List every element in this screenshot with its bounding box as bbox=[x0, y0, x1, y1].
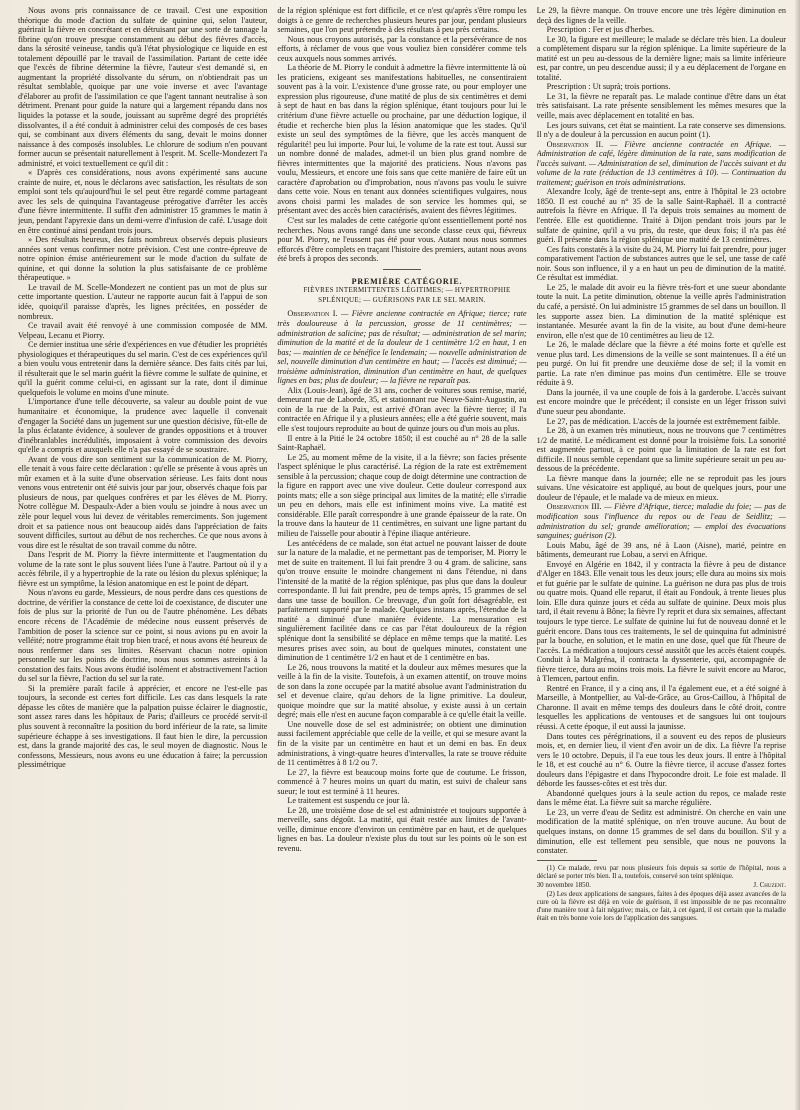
paragraph: Le 25, au moment même de la visite, il a la fièvre; son facies présente l'aspect splénique le plus caractérisé. La région de la rate est extrêmement sensible à la percussion; chaque coup de doigt détermine une contraction de la figure en rapport avec une vive douleur. Cette douleur correspond aux points mats; elle a son siège principal aux limites de la matité; elle s'irradie un peu en dehors, mais elle est infiniment moins vive. La matité est considérable. Elle paraît correspondre à une grande épaisseur de la rate. On la trouve dans la hauteur de 11 centimètres, en suivant une ligne partant du milieu de l'aisselle pour aboutir à l'épine iliaque antérieure. bbox=[277, 452, 527, 538]
paragraph: Prescription : Ut suprà; trois portions. bbox=[546, 82, 671, 92]
paragraph: Avant de vous dire son sentiment sur la communication de M. Piorry, elle tenait à vous faire cette déclaration : qu'elle se présente à vous après un mûr examen et à la suite d'une observation sérieuse. Les faits dont nous venons vous entretenir ont été suivis jour par jour, observés chaque fois par plusieurs de nous, par quelques confrères et par les élèves de M. Piorry. Notre collègue M. Despaulx-Ader a bien voulu se joindre à nous avec un zèle pour lequel vous lui devez de véritables remerciments. Son jugement droit et sa patience nous ont beaucoup aidés dans l'appréciation de faits souvent difficiles, surtout au début de nos recherches. Ce que nous avons à vous dire est le résultat de son travail comme du nôtre. bbox=[18, 454, 268, 550]
observation-summary bbox=[537, 502, 786, 540]
paragraph: Dans toutes ces pérégrinations, il a souvent eu des repos de plusieurs mois, et, en dernier lieu, il vient d'en avoir un de dix. La fièvre l'a reprise vers le 10 octobre. Depuis, il l'a eue tous les deux jours. Il entre à l'hôpital le 18, et est couché au n° 6. Outre la fièvre tierce, il accuse d'assez fortes douleurs dans l'épigastre et dans l'hypocondre droit. Le foie est malade. Il déborde les fausses-côtes et est très dur. bbox=[536, 731, 786, 789]
section-rule bbox=[383, 269, 421, 270]
section-subheading: FIÈVRES INTERMITTENTES LÉGITIMES; — HYPERTROPHIE SPLÉNIQUE; — GUÉRISONS PAR LE SEL MARIN. bbox=[303, 286, 511, 304]
paragraph: Envoyé en Algérie en 1842, il y contracta la fièvre à peu de distance d'Alger en 1843. Elle venait tous les deux jours; elle dura au moins six mois et fut guérie par le sulfate de quinine. La guérison ne dura pas plus de trois ou quatre mois. Quand elle reparut, il était au Fondouk, à trente lieues plus loin. Elle dura quinze jours et céda au sulfate de quinine. Deux mois plus tard, il était revenu à Bône; la fièvre l'y reprit et dura six semaines, affectant toujours le type tierce. Le sulfate de quinine lui fut de nouveau donné et le guérit encore. Dans tous ces traitements, le sel de quinquina fut administré par la bouche, en solution, et le matin en une dose, quel que fût l'heure de l'accès. La médication a toujours cessé aussitôt que les accès étaient coupés. Conduit à la Malgréna, il contracta la dyssenterie, qui, accompagnée de fièvre tierce, dura au moins trois mois. La fièvre le suivit encore au Maroc, à Tlemcen, partout enfin. bbox=[536, 559, 786, 684]
paragraph: Ce dernier institua une série d'expériences en vue d'étudier les propriétés physiologiques et thérapeutiques du sel marin. C'est de ces expériences qu'il a bien voulu vous entretenir dans la dernière séance. Des faits cités par lui, il résulterait que le sel marin guérit la fièvre comme le sulfate de quinine, et qu'il la guérit comme celui-ci, en agissant sur la rate, dont il diminue quelquefois le volume en moins d'une minute. bbox=[18, 340, 268, 397]
paragraph: Louis Mabu, âgé de 39 ans, né à Laon (Aisne), marié, peintre en bâtiments, demeurant rue Lobau, a servi en Afrique. bbox=[536, 540, 786, 560]
paragraph: de la région splénique est fort difficile, et ce n'est qu'après s'être rompu les doigts à ce genre de recherches plusieurs heures par jour, pendant plusieurs semaines, que l'on peut prétendre à des résultats à peu près certains. bbox=[277, 6, 527, 35]
observation-title: — Fièvre ancienne contractée en Afrique; tierce; rate très douloureuse à la percussion, grosse de 11 centimètres; — administration de salicine; pas de résultat; — administration de sel marin; diminution de la matité et de la douleur de 1 centimètre 1/2 en haut, 1 en bas; — maintien de ce bénéfice le lendemain; — nouvelle administration de sel, nouvelle diminution d'un centimètre en haut; — l'accès est diminué; — troisième administration, diminution d'un centimètre en haut, de quelques lignes en bas; plus de douleur; — la fièvre ne reparaît pas. bbox=[277, 309, 527, 386]
paragraph: C'est sur les malades de cette catégorie qu'ont essentiellement porté nos recherches. Nous avons rangé dans une seconde classe ceux qui, fiévreux pour M. Piorry, ne l'eussent pas été pour vous. Autant nous nous sommes efforcés d'être complets en traçant l'histoire des premiers, autant nous avons été brefs à propos des seconds. bbox=[277, 216, 527, 264]
paragraph: Les antécédens de ce malade, son état actuel ne pouvant laisser de doute sur la nature de la maladie, et ne permettant pas de temporiser, M. Piorry le met de suite en traitement. Il lui fait prendre 3 ou 4 gram. de salicine, sans qu'on trouve ensuite le moindre changement ni dans l'étendue, ni dans l'intensité de la matité de la région splénique, pas plus que dans la douleur correspondante. Il lui fait prendre, peu de temps après, 15 grammes de sel dans une tasse de bouillon. Ce breuvage, d'un goût fort désagréable, est parfaitement supporté par le malade. Quelques instans après, l'étendue de la matité a diminué d'une manière évidente. La mensuration est singulièrement facilitée dans ce cas par l'état douloureux de la région splénique dont la sensibilité se déplace en même temps que la matité. Les mesures prises avec soin, au bout de quelques minutes, constatent une diminution de 1 centimètre 1/2 en haut et de 1 centimètre en bas. bbox=[277, 538, 527, 663]
observation-label: Observation III. bbox=[546, 502, 602, 512]
paragraph: Il entre à la Pitié le 24 octobre 1850; il est couché au n° 28 de la salle Saint-Raphaël. bbox=[277, 433, 527, 453]
paragraph: Le 29, la fièvre manque. On trouve encore une très légère diminution en deçà des lignes de la veille. bbox=[536, 6, 786, 25]
paragraph: Abandonné quelques jours à la seule action du repos, ce malade reste dans le même état. La fièvre suit sa marche régulière. bbox=[536, 788, 786, 808]
observation-title: — Fièvre ancienne contractée en Afrique. — Administration de café, légère diminution de la rate, sans modification de l'accès suivant. — Administration de sel, diminution de l'accès suivant et du volume de la rate (réduction de 13 centimètres à 10). — Continuation du traitement; guérison en trois administrations. bbox=[536, 139, 786, 187]
paragraph: La fièvre manque dans la journée; elle ne se reproduit pas les jours suivans. Une vésicatoire est appliqué, au bout de quelques jours, pour une douleur de l'épaule, et le malade va de mieux en mieux. bbox=[536, 473, 786, 502]
paragraph: Rentré en France, il y a cinq ans, il l'a également eue, et a été soigné à Marseille, à Montpellier, au Val-de-Grâce, au Gros-Caillou, à l'hôpital de Charonne. Il avait en même temps des douleurs dans le côté droit, contre lesquelles les applications de ventouses et de sangsues lui ont toujours réussi. A cette époque, il eut aussi la jaunisse. bbox=[536, 683, 786, 732]
paragraph: Le 25, le malade dit avoir eu la fièvre très-fort et une sueur abondante toute la nuit. La petite diminution, obtenue la veille après l'administration du café, a persisté. On lui administre 15 grammes de sel dans un bouillon. Il les supporte assez bien. La diminution de la matité splénique est instantanée. Mesurée avant la fin de la visite, au bout d'une demi-heure environ, elle n'est que de 10 centimètres au lieu de 12. bbox=[536, 282, 786, 340]
paragraph: Ce travail avait été renvoyé à une commission composée de MM. Velpeau, Lecanu et Piorry. bbox=[18, 321, 268, 340]
paragraph: Le travail de M. Scelle-Mondezert ne contient pas un mot de plus sur cette importante question. L'auteur ne rapporte aucun fait à l'appui de son idée, quoiqu'il paraisse d'après, les lignes précitées, en posséder de nombreux. bbox=[18, 282, 268, 321]
paragraph: L'importance d'une telle découverte, sa valeur au double point de vue humanitaire et économique, la prudence avec laquelle il convenait d'engager la Société dans un jugement sur une question décisive, fût-elle de la plus éclatante évidence, à soulever de grandes oppositions et à trouver d'inébranlables incrédulités, imposaient à votre commission des devoirs qu'elle a compris et auxquels elle n'a pas essayé de se soustraire. bbox=[18, 397, 268, 455]
paragraph: Nous n'avons eu garde, Messieurs, de nous perdre dans ces questions de doctrine, de vérifier la constance de cette loi de coexistance, de discuter une fois de plus sur la priorité de l'un ou de l'autre phénomène. Les débats encore récens de l'Académie de médecine nous eussent préservés de l'ambition de poser la science sur ce point, si nous avions pu en avoir la velléité; notre programme était trop bien tracé, et nous avons été heureux de nous renfermer dans ses limites. Réservant chacun notre opinion personnelle sur les points de doctrine, nous nous sommes astreints à la constation des faits. Nous avons étudié isolément et abstractivement l'action du sel sur la fièvre, l'action du sel sur la rate. bbox=[18, 588, 268, 684]
text-column-left bbox=[18, 6, 267, 1102]
paragraph: Le 27, la fièvre est beaucoup moins forte que de coutume. Le frisson, commencé à 7 heures moins un quart du matin, est suivi de chaleur sans sueur; le tout est terminé à 11 heures. bbox=[277, 767, 527, 796]
paragraph: Le 27, pas de médication. L'accès de la journée est extrêmement faible. bbox=[546, 416, 781, 426]
paragraph: Le 23, un verre d'eau de Seditz est administré. On cherche en vain une modification de la matité splénique, on n'en trouve aucune. Au bout de quelques instans, on donne 15 grammes de sel dans du bouillon. S'il y a diminution, elle est tellement peu sensible, que nous ne pouvons la constater. bbox=[536, 807, 786, 856]
paragraph: Le 26, le malade déclare que la fièvre a été moins forte et qu'elle est venue plus tard. Les dimensions de la veille se sont maintenues. Il a été un peu purgé. On lui fit prendre une deuxième dose de sel; il la vomit en partie. La rate n'en diminue pas moins d'un centimètre. Elle se trouve réduite à 9. bbox=[536, 340, 786, 388]
observation-title: — Fièvre d'Afrique, tierce; maladie du foie; — pas de modification sous l'influence du repos ou de l'eau de Seidlitz; — administration du sel; grande amélioration; — emploi des évacuations sanguines; guérison (2). bbox=[536, 502, 786, 541]
paragraph: La théorie de M. Piorry le conduit à admettre la fièvre intermittente là où les praticiens, exigeant ses manifestations habituelles, ne consentiraient souvent pas à la voir. L'existence d'une grosse rate, ou pour employer une expression plus rigoureuse, d'une matité de plus de six centimètres et demi à sept de haut en bas dans la région splénique, étant toujours pour lui le critérium d'une fièvre actuelle ou prochaine, par une déduction logique, il étudie et recherche bien plus la lésion anatomique que les stades. Qu'il existe un seul des symptômes de la fièvre, que les accès manquent de régularité! peu lui importe. Pour lui, le volume de la rate est tout. Aussi sur un nombre donné de malades, admet-il un bien plus grand nombre de fièvres intermittentes que la majorité des praticiens. Nous n'avons pas voulu, Messieurs, et encore une fois sans que cette manière de faire eût un caractère d'aprobation ou d'improbation, nous n'avons pas voulu le suivre dans cette voie. Nous en tenant aux données scientifiques vulgaires, nous avons choisi parmi les malades de son service les hommes qui, se présentant avec des accès bien caractérisés, avaient des fièvres légitimes. bbox=[277, 63, 527, 216]
paragraph: Ces faits constatés à la visite du 24, M. Piorry lui fait prendre, pour juger comparativement l'action de substances autres que le sel, une tasse de café noir. Sous son influence, il y a en haut un peu de diminution de la matité. Ce résultat est immédiat. bbox=[536, 244, 786, 283]
page-edge-shadow bbox=[794, 0, 800, 1110]
observation-label: Observation II. bbox=[546, 139, 604, 149]
footnote-author: J. Chuzent. bbox=[753, 881, 786, 890]
paragraph: Alexandre Icoly, âgé de trente-sept ans, entre à l'hôpital le 23 octobre 1850. Il est couché au n° 35 de la salle Saint-Raphaël. Il a contracté autrefois la fièvre en Afrique. Il l'a depuis trois semaines au moment de l'entrée. Elle est quotidienne. Traité à Dijon pendant trois jours par le sulfate de quinine, qu'il a vu pris, du reste, que deux fois; il n'a pas été guéri. Il présente dans la région splénique une matité de 13 centimètres. bbox=[536, 187, 786, 245]
paragraph: Le 31, la fièvre ne reparaît pas. Le malade continue d'être dans un état très satisfaisant. La rate présente sensiblement les mêmes mesures que la veille, mais avec déplacement en totalité en bas. bbox=[536, 91, 786, 121]
paragraph: Le 28, une troisième dose de sel est administrée et toujours supportée à merveille, sans dégoût. La matité, qui était restée aux limites de l'avant-veille, diminue encore d'environ un centimètre par en haut, et de quelques lignes en bas. La douleur n'existe plus du tout sur les points où le son est revenu. bbox=[277, 805, 527, 854]
paragraph: Le 30, la figure est meilleure; le malade se déclare très bien. La douleur a complètement disparu sur la région splénique. La limite supérieure de la matité est un peu au-dessous de la dernière ligne; mais sa limite inférieure est, par contre, un peu descendue aussi; il y a eu déplacement de l'organe en totalité. bbox=[536, 34, 786, 82]
paragraph: Dans la journée, il va une couple de fois à la garderobe. L'accès suivant est encore moindre que le précédent; il consiste en un léger frisson suivi d'une sueur peu abondante. bbox=[536, 387, 786, 416]
footnote-rule bbox=[537, 860, 597, 861]
paragraph: Alix (Louis-Jean), âgé de 31 ans, cocher de voitures sous remise, marié, demeurant rue de Laborde, 35, et stationnant rue Neuve-Saint-Augustin, au coin de la rue de la Paix, est arrivé d'Oran avec la fièvre tierce; il l'a contractée en Afrique il y a plusieurs années; elle a été guérie souvent, mais elle s'est toujours reproduite au bout de quinze jours ou d'un mois au plus. bbox=[277, 385, 527, 433]
paragraph: Une nouvelle dose de sel est administrée; on obtient une diminution aussi facilement appréciable que celle de la veille, et qui se mesure avant la fin de la visite par un centimètre en haut et un demi en bas. En deux administrations, à vingt-quatre heures d'intervalles, la rate se trouve réduite de 11 centimètres à 8 1/2 ou 7. bbox=[277, 719, 527, 768]
observation-summary bbox=[277, 309, 526, 385]
paragraph: » Des résultats heureux, des faits nombreux observés depuis plusieurs années sont venus confirmer notre prévision. C'est une contre-épreuve de notre opinion émise antérieurement sur le mode d'action du sulfate de quinine, et qui donne la solution la plus satisfaisante de ce problème thérapeutique. » bbox=[18, 235, 268, 283]
footnote-signature bbox=[537, 881, 786, 889]
paragraph: « D'après ces considérations, nous avons expérimenté sans aucune crainte de nuire, et, nous le déclarons avec satisfaction, les résultats de son emploi sont tels qu'aujourd'hui le sel peut être regardé comme partageant avec les sels de quinquina l'avantageuse prérogative d'arrêter les accès d'une fièvre intermittente. Il suffit d'en administrer 15 grammes le matin à jeun, pendant l'apyrexie dans un demi-verre d'infusion de café. L'usage doit en être continué ainsi pendant trois jours. bbox=[18, 168, 268, 235]
paragraph: Le traitement est suspendu ce jour là. bbox=[287, 796, 410, 806]
paragraph: Nous avons pris connaissance de ce travail. C'est une exposition théorique du mode d'action du sulfate de quinine qui, selon l'auteur, guérirait la fièvre en concrétant et en détruisant par une sorte de tannage la fibrine qu'on trouve presque constamment au début des fièvres d'accès, dans la sérosité veineuse, tandis qu'à l'état physiologique ce liquide en est totalement dépouillé par le travail de l'assimilation. Partant de cette idée que l'excès de fibrine détermine la fièvre, l'auteur s'est demandé si, en augmentant la propriété dissolvante du sérum, on n'obtiendrait pas un résultat semblable, quoique par une voie inverse et avec l'avantage d'élaborer au profit de l'assimilation ce que l'agent tannant neutralise à son détriment. Prenant pour guide la nature qui a largement répandu dans nos liquides la potasse et la soude, jouissant au suprême degré des propriétés dissolvantes, il a été conduit à administrer celui des composés de ces bases qui, se combinant aux divers éléments du sang, devait le moins donner naissance à des composés insolubles. Le chlorure de sodium n'en pouvant former aucun se présentait naturellement à l'esprit. M. Scelle-Mondezert l'a administré, et voici textuellement ce qu'il dit : bbox=[18, 6, 268, 168]
footnote-date: 30 novembre 1850. bbox=[536, 881, 591, 890]
observation-label: Observation I. bbox=[287, 309, 338, 319]
section-heading: PREMIÈRE CATÉGORIE. bbox=[351, 276, 463, 286]
text-column-right bbox=[537, 6, 786, 1102]
observation-summary bbox=[537, 140, 786, 188]
paragraph: Si la première paraît facile à apprécier, et encore ne l'est-elle pas toujours, la seconde est certes fort difficile. Les cas dans lesquels la rate dépasse les côtes de manière que la palpation puisse éclairer le diagnostic, sont assez rares dans les hôpitaux de Paris; d'ailleurs ce procédé servit-il plus souvent à reconnaître la position du bord inférieur de la rate, sa limite supérieure échappe à ses investigations. Il faut bien le dire, la percussion est, dans la grande majorité des cas, le seul moyen de diagnostic. Nous le confessons, Messieurs, nous avons eu une éducation à faire; la percussion plessimétrique bbox=[18, 683, 268, 770]
paragraph: Le 28, à un examen très minutieux, nous ne trouvons que 7 centimètres 1/2 de matité. Le médicament est donné pour la troisième fois. La sonorité est augmentée partout, à ce point que la limitation de la rate est fort difficile. Il nous semble cependant que sa limite supérieure serait un peu au-dessous de la précédente. bbox=[536, 426, 786, 474]
text-column-middle bbox=[277, 6, 526, 1102]
paragraph: Dans l'esprit de M. Piorry la fièvre intermittente et l'augmentation du volume de la rate sont le plus souvent liées l'une à l'autre. Partout où il y a accès fébrile, il y a hypertrophie de la rate ou lésion du plexus splénique; la fièvre est un symptôme, la lésion anatomique en est le point de départ. bbox=[18, 550, 268, 588]
paragraph: Prescription : Fer et jus d'herbes. bbox=[546, 25, 655, 35]
footnote: (2) Les deux applications de sangsues, faites à des époques déjà assez avancées de la cure où la fièvre est déjà en voie de guérison, il est impossible de ne pas reconnaître d'une manière tout à fait négative; mais, ce fait, à cet égard, il est certain que la maladie était en très bonne voie lors de l'application des sangsues. bbox=[536, 889, 786, 923]
paragraph: Nous nous croyons autorisés, par la constance et la persévérance de nos efforts, à réclamer de vous que vous vouliez bien considérer comme tels ceux auxquels nous sommes arrivés. bbox=[277, 34, 527, 63]
paragraph: Les jours suivans, cet état se maintient. La rate conserve ses dimensions. Il n'y a de douleur à la percussion en aucun point (1). bbox=[536, 120, 786, 140]
paragraph: Le 26, nous trouvons la matité et la douleur aux mêmes mesures que la veille à la fin de la visite. Toutefois, à un examen attentif, on trouve moins de son dans la zone occupée par la matité absolue avant l'administration du sel et devenue claire, qu'au dehors de la ligne primitive. La douleur, quoique moindre que sur la matité absolue, y existe aussi à un certain degré; mais elle n'est en aucune façon comparable à ce qu'elle était la veille. bbox=[277, 662, 527, 720]
footnote: (1) Ce malade, revu par nous plusieurs fois depuis sa sortie de l'hôpital, nous a déclaré se porter très bien. Il a, toutefois, conservé son teint splénique. bbox=[536, 863, 786, 880]
